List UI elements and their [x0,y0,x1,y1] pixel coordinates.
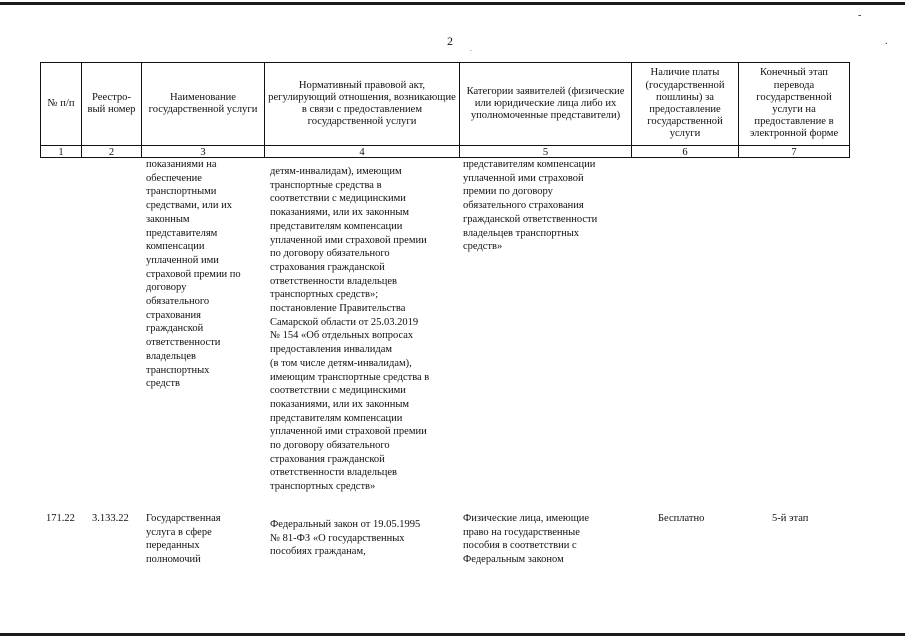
column-number: 3 [200,146,206,158]
continued-service-name: показаниями на обеспечение транспортными средствами, или их законным представителям компенсации уплаченной ими страховой премии по договору обязательного страхования гражданской ответственности владельцев транспортных средств [146,159,241,390]
header-final-stage: Конечный этап перевода государственной услуги на предоставление в электронной форме [749,67,839,140]
row-applicants: Физические лица, имеющие право на государственные пособия в соответствии с Федеральным законом [463,513,590,566]
continued-applicants: представителям компенсации уплаченной ими страховой премии по договору обязательного страхования гражданской ответственности владельцев транспортных средств» [463,159,598,253]
row-fee: Бесплатно [658,513,705,524]
column-number: 1 [58,146,64,158]
bottom-border-line [0,633,905,636]
header-number: № п/п [47,97,75,109]
page-number: 2 [447,34,453,48]
column-number: 2 [108,146,115,158]
header-fee: Наличие платы (государственной пошлины) за предоставление государственной услуги [645,67,725,140]
column-number: 6 [682,146,688,158]
row-registry: 3.133.22 [92,513,129,524]
column-number: 4 [359,146,365,158]
margin-mark: - [858,10,862,21]
column-number: 5 [542,146,549,158]
row-number: 171.22 [46,513,75,524]
header-service-name: Наименование государственной услуги [148,91,258,115]
table-header [40,62,850,158]
column-number: 7 [791,146,797,158]
continued-legal-act: детям-инвалидам), имеющим транспортные средства в соответствии с медицинскими показаниями, или их законным представителям компенсации уплаченной ими страховой премии по договору обязательного страхования гражданской ответственности владельцев транспортных средств»; постановление Правительства Самарской области от 25.03.2019 № 154 «Об отдельных вопросах предоставления инвалидам (в том числе детям-инвалидам), имеющим транспортные средства в соответствии с медицинскими показаниями, или их законным представителям компенсации уплаченной ими страховой премии по договору обязательного страхования гражданской ответственности владельцев транспортных средств» [270,166,430,493]
header-legal-act: Нормативный правовой акт, регулирующий отношения, возникающие в связи с предоставлением государственной услуги [268,79,456,128]
top-border-line [0,2,905,5]
row-legal-act: Федеральный закон от 19.05.1995 № 81-ФЗ «О государственных пособиях гражданам, [270,519,421,558]
margin-mark: . [885,36,888,47]
margin-mark: . [470,45,472,53]
row-final-stage: 5-й этап [772,513,809,524]
header-applicants: Категории заявителей (физические или юридические лица либо их уполномоченные представители) [466,85,625,122]
row-service-name: Государственная услуга в сфере переданных полномочий [146,513,221,566]
header-registry: Реестро-вый номер [87,91,136,115]
